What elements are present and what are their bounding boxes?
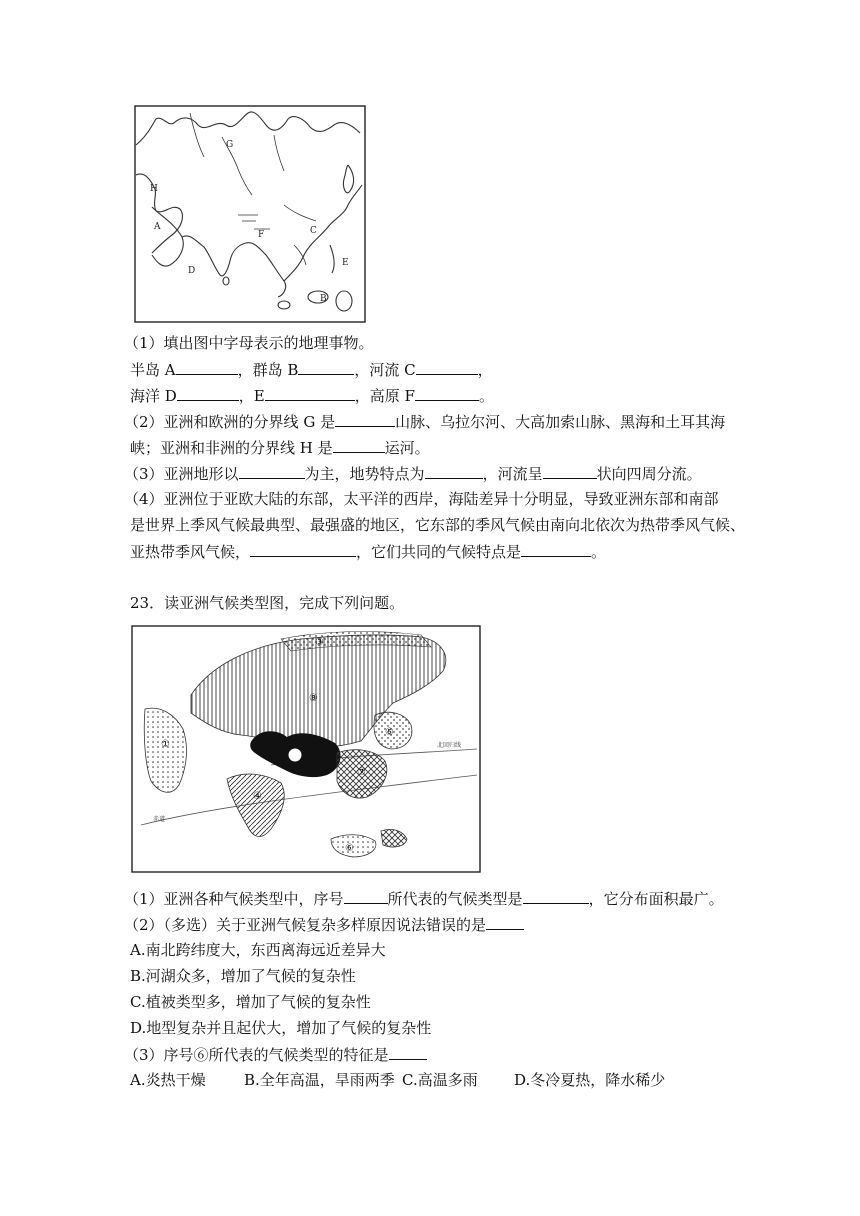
q22-part1-line1 xyxy=(130,359,493,380)
map1-letter-d: D xyxy=(188,266,196,276)
q23-part1-text3: ，它分布面积最广。 xyxy=(588,890,724,908)
punct: 。 xyxy=(478,387,494,405)
q23-option-b[interactable]: B.河湖众多，增加了气候的复杂性 xyxy=(130,967,356,985)
q23-part3-option-b[interactable]: B.全年高温，旱雨两季 xyxy=(244,1071,395,1089)
q23-part1-text: （1）亚洲各种气候类型中，序号 xyxy=(124,890,344,908)
climate-label-8: ⑧ xyxy=(309,693,318,704)
blank-q23-part3[interactable] xyxy=(389,1044,427,1060)
blank-plateau-f[interactable] xyxy=(415,385,479,401)
q22-part4-line1: （4）亚洲位于亚欧大陆的东部，太平洋的西岸，海陆差异十分明显，导致亚洲东部和南部 xyxy=(124,490,719,508)
q23-part3-option-d[interactable]: D.冬冷夏热，降水稀少 xyxy=(514,1071,666,1089)
blank-climate-number[interactable] xyxy=(344,888,388,904)
blank-islands-b[interactable] xyxy=(298,359,354,375)
blank-climate-type[interactable] xyxy=(523,888,589,904)
q23-part2 xyxy=(124,914,524,935)
q23-option-c[interactable]: C.植被类型多，增加了气候的复杂性 xyxy=(130,993,371,1011)
label-e: ，E xyxy=(238,387,265,405)
label-peninsula-a: 半岛 A xyxy=(130,361,176,379)
q23-part3-option-c[interactable]: C.高温多雨 xyxy=(402,1071,478,1089)
blank-climate-trait[interactable] xyxy=(521,541,591,557)
punct: ， xyxy=(477,361,493,379)
q22-part2-line2 xyxy=(130,437,430,458)
q22-part4-text: 亚热带季风气候， xyxy=(130,543,251,561)
blank-ocean-d[interactable] xyxy=(177,385,239,401)
blank-canal-h[interactable] xyxy=(333,437,385,453)
q23-part3 xyxy=(124,1044,427,1065)
label-ocean-d: 海洋 D xyxy=(130,387,177,405)
label-plateau-f: ，高原 F xyxy=(354,387,415,405)
asia-outline-map-svg xyxy=(134,105,366,323)
blank-e[interactable] xyxy=(265,385,355,401)
q22-part4-line2: 是世界上季风气候最典型、最强盛的地区，它东部的季风气候由南向北依次为热带季风气候、 xyxy=(130,516,746,534)
q22-part4-line3 xyxy=(130,541,606,562)
q23-part2-text: （2）（多选）关于亚洲气候复杂多样原因说法错误的是 xyxy=(124,916,487,934)
blank-slope[interactable] xyxy=(425,463,483,479)
q23-part1 xyxy=(124,888,724,909)
q22-part2-text2: 峡；亚洲和非洲的分界线 H 是 xyxy=(130,439,333,457)
blank-mountain-g[interactable] xyxy=(335,411,395,427)
climate-label-3: ③ xyxy=(315,637,324,648)
climate-label-4: ④ xyxy=(253,791,262,802)
map1-letter-c: C xyxy=(310,226,317,236)
q22-part2-text-cont: 山脉、乌拉尔河、大高加索山脉、黑海和土耳其海 xyxy=(395,413,726,431)
map1-letter-b: B xyxy=(320,294,327,304)
blank-peninsula-a[interactable] xyxy=(176,359,238,375)
map1-letter-a: A xyxy=(154,222,161,232)
q22-part3-text3: ，河流呈 xyxy=(482,465,543,483)
blank-terrain[interactable] xyxy=(239,463,305,479)
asia-climate-map-svg xyxy=(131,625,481,873)
blank-q23-part2[interactable] xyxy=(486,914,524,930)
q23-part3-text: （3）序号⑥所代表的气候类型的特征是 xyxy=(124,1046,389,1064)
climate-label-1: ① xyxy=(161,739,170,750)
map1-letter-f: F xyxy=(258,230,265,240)
q23-part1-text2: 所代表的气候类型是 xyxy=(387,890,523,908)
blank-climate-north[interactable] xyxy=(250,541,356,557)
q22-part3-text4: 状向四周分流。 xyxy=(596,465,702,483)
tropic-of-cancer-label: 北回归线 xyxy=(437,742,462,749)
q22-part1-line2 xyxy=(130,385,494,406)
q22-part2-line1 xyxy=(124,411,725,432)
label-river-c: ，河流 C xyxy=(354,361,416,379)
q23-title: 23．读亚洲气候类型图，完成下列问题。 xyxy=(130,594,405,612)
q22-part2-text2-cont: 运河。 xyxy=(384,439,430,457)
q22-part2-text: （2）亚洲和欧洲的分界线 G 是 xyxy=(124,413,336,431)
blank-river-c[interactable] xyxy=(416,359,478,375)
climate-label-9: ⑨ xyxy=(290,751,299,762)
punct: 。 xyxy=(591,543,607,561)
asia-outline-map xyxy=(134,105,366,323)
q22-part3-text: （3）亚洲地形以 xyxy=(124,465,239,483)
map1-letter-e: E xyxy=(342,258,349,268)
map1-letter-h: H xyxy=(150,184,158,194)
q23-option-a[interactable]: A.南北跨纬度大，东西离海远近差异大 xyxy=(130,941,386,959)
q22-part3 xyxy=(124,463,702,484)
q22-part3-text2: 为主，地势特点为 xyxy=(304,465,425,483)
label-islands-b: ，群岛 B xyxy=(237,361,299,379)
climate-label-7: ⑦ xyxy=(357,767,366,778)
q23-option-d[interactable]: D.地型复杂并且起伏大，增加了气候的复杂性 xyxy=(130,1019,432,1037)
climate-label-5: ⑤ xyxy=(385,727,394,738)
blank-river-pattern[interactable] xyxy=(543,463,597,479)
asia-climate-map xyxy=(131,625,481,873)
equator-label: 赤道 xyxy=(153,816,166,823)
q22-part1-prompt: （1）填出图中字母表示的地理事物。 xyxy=(124,334,374,352)
climate-label-6: ⑥ xyxy=(345,843,354,854)
map1-letter-g: G xyxy=(226,140,234,150)
q22-part4-text2: ，它们共同的气候特点是 xyxy=(356,543,522,561)
q23-part3-option-a[interactable]: A.炎热干燥 xyxy=(130,1071,206,1089)
